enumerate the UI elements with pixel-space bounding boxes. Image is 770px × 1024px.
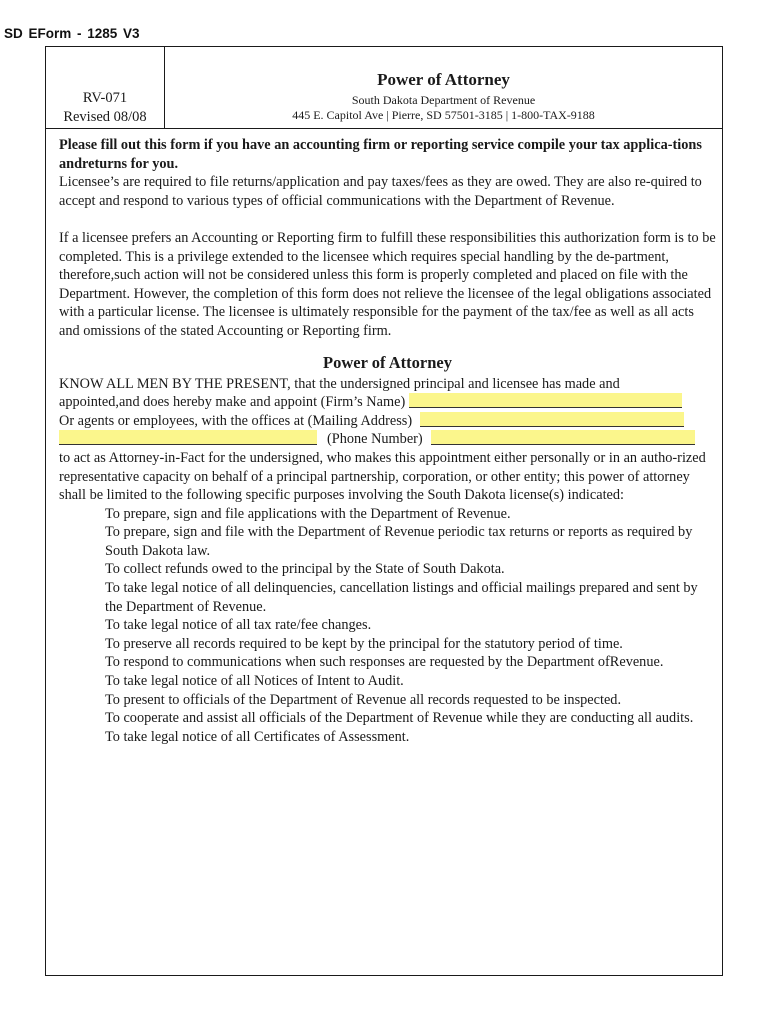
purpose-item: To preserve all records required to be kept by the principal for the statutory period of time. xyxy=(105,635,623,652)
poa-continuation: to act as Attorney-in-Fact for the undersigned, who makes this appointment either personally or in an autho-rized representative capacity on behalf of a principal partnership, corporation, or other entity; this power of attorney shall be limited to the following specific purposes involving the South Dakota license(s) indicated: xyxy=(59,449,706,504)
department-name: South Dakota Department of Revenue xyxy=(351,93,536,107)
form-number: RV-071 xyxy=(82,90,128,106)
phone-number-label: (Phone Number) xyxy=(327,431,423,448)
purpose-item: To take legal notice of all delinquencies, cancellation listings and official mailings prepared and sent by the Department of Revenue. xyxy=(105,580,698,615)
revised-date: Revised 08/08 xyxy=(63,109,147,125)
firm-name-line xyxy=(59,393,716,412)
firm-name-field[interactable] xyxy=(409,393,682,408)
intro-paragraph-1: Licensee’s are required to file returns/application and pay taxes/fees as they are owed. They are also re-quired to accept and respond to various types of official communications with the Department of Revenue. xyxy=(59,174,702,209)
mailing-address-line xyxy=(59,412,716,431)
mailing-address-field[interactable] xyxy=(420,412,684,427)
form-title-box xyxy=(165,47,722,128)
department-address: 445 E. Capitol Ave | Pierre, SD 57501-3185 | 1-800-TAX-9188 xyxy=(292,108,595,122)
phone-number-line xyxy=(59,430,716,449)
form-title: Power of Attorney xyxy=(377,70,510,89)
purpose-item: To take legal notice of all Notices of Intent to Audit. xyxy=(105,673,404,690)
purpose-item: To cooperate and assist all officials of the Department of Revenue while they are conducting all audits. xyxy=(105,710,694,727)
form-header xyxy=(46,47,722,129)
purpose-item: To respond to communications when such responses are requested by the Department ofRevenue. xyxy=(105,654,664,671)
eform-label: SD EForm - 1285 V3 xyxy=(4,26,140,41)
purpose-item: To collect refunds owed to the principal by the State of South Dakota. xyxy=(105,561,505,578)
mailing-address-label: Or agents or employees, with the offices at (Mailing Address) xyxy=(59,412,413,429)
purpose-item: To take legal notice of all tax rate/fee changes. xyxy=(105,617,372,634)
phone-number-field[interactable] xyxy=(431,430,695,445)
purpose-item: To prepare, sign and file with the Department of Revenue periodic tax returns or reports as required by South Dakota law. xyxy=(105,524,693,559)
poa-section-title: Power of Attorney xyxy=(323,352,452,372)
form-body xyxy=(59,136,716,746)
purpose-item: To prepare, sign and file applications with the Department of Revenue. xyxy=(105,505,511,522)
mailing-address-field-2[interactable] xyxy=(59,430,317,445)
intro-paragraph-2: If a licensee prefers an Accounting or Reporting firm to fulfill these responsibilities this authorization form is to be completed. This is a privilege extended to the licensee which requires special handling by the de-partment, therefore,such action will not be considered unless this form is properly completed and placed on file with the Department. However, the completion of this form does not relieve the licensee of the legal obligations associated with a particular license. The licensee is ultimately responsible for the payment of the tax/fee as well as all acts and omissions of the stated Accounting or Reporting firm. xyxy=(59,229,716,339)
purpose-item: To present to officials of the Department of Revenue all records requested to be inspected. xyxy=(105,691,622,708)
intro-instruction: Please fill out this form if you have an accounting firm or reporting service compile your tax applica-tions andreturns for you. xyxy=(59,137,702,172)
authorized-purposes-list xyxy=(59,505,716,747)
form-id-box xyxy=(46,47,165,128)
firm-name-label: appointed,and does hereby make and appoint (Firm’s Name) xyxy=(59,394,406,411)
poa-opening-line: KNOW ALL MEN BY THE PRESENT, that the undersigned principal and licensee has made and xyxy=(59,375,620,392)
purpose-item: To take legal notice of all Certificates of Assessment. xyxy=(105,728,410,745)
